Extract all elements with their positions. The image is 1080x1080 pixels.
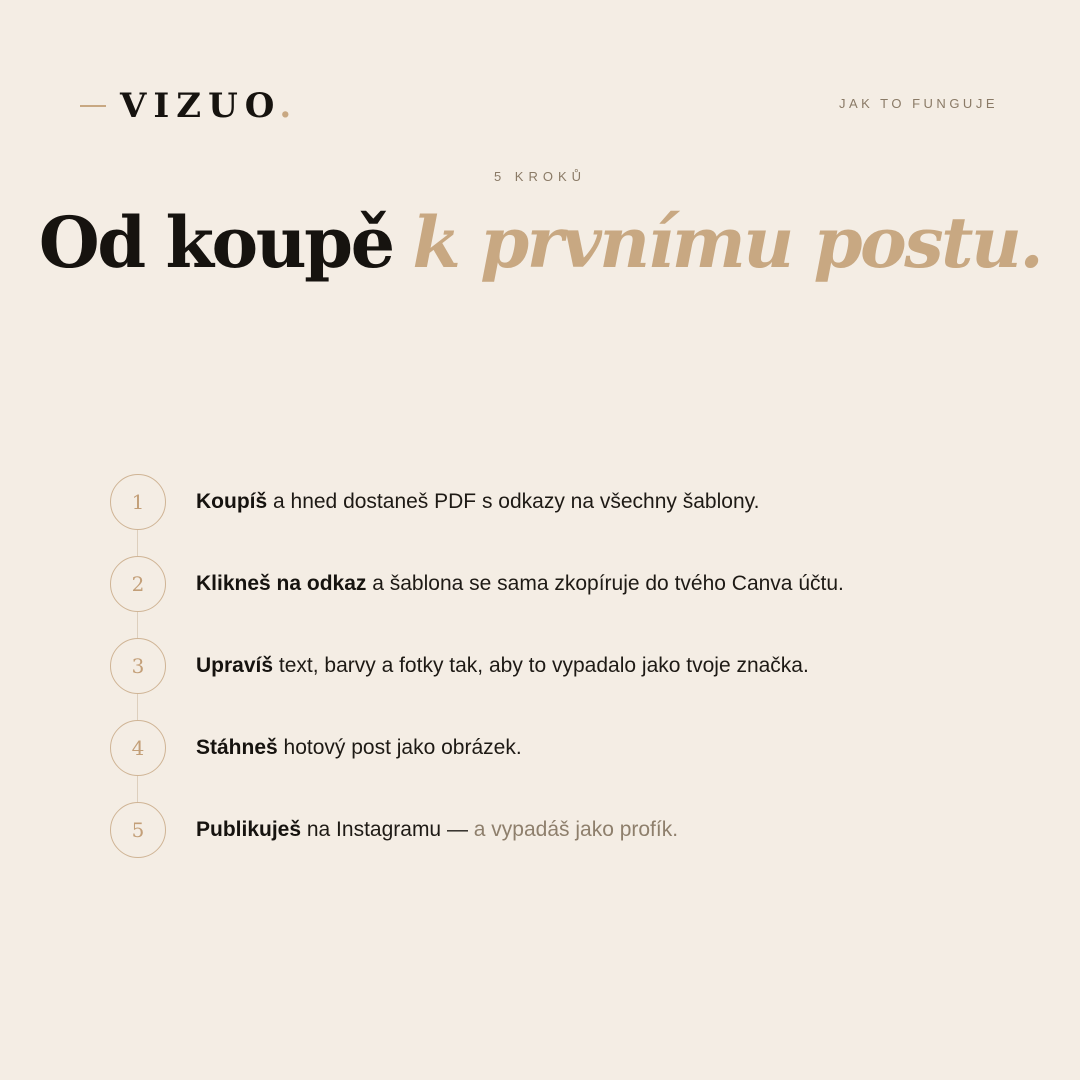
- brand-dot: .: [279, 86, 292, 126]
- step-number-badge: 2: [110, 556, 166, 612]
- brand-logo[interactable]: [80, 84, 291, 128]
- step-item-5: [110, 802, 678, 858]
- step-action: Koupíš: [196, 490, 268, 513]
- step-text: [196, 572, 844, 596]
- brand-dash-decoration: [80, 105, 106, 107]
- step-description: text, barvy a fotky tak, aby to vypadalo jako tvoje značka.: [273, 654, 809, 677]
- step-item-2: [110, 556, 844, 612]
- step-item-3: [110, 638, 809, 694]
- step-description: na Instagramu —: [301, 818, 474, 841]
- brand-name: VIZUO: [120, 86, 282, 126]
- step-action: Publikuješ: [196, 818, 302, 841]
- step-action: Upravíš: [196, 654, 274, 677]
- step-number-badge: 5: [110, 802, 166, 858]
- step-description: a šablona se sama zkopíruje do tvého Canva účtu.: [366, 572, 844, 595]
- step-action: Stáhneš: [196, 736, 278, 759]
- nav-link-how-it-works[interactable]: JAK TO FUNGUJE: [838, 96, 998, 111]
- step-action: Klikneš na odkaz: [196, 572, 367, 595]
- step-text: [196, 736, 522, 760]
- step-number-badge: 3: [110, 638, 166, 694]
- step-text: [196, 654, 809, 678]
- step-item-1: [110, 474, 759, 530]
- section-kicker: 5 KROKŮ: [493, 169, 587, 184]
- page-title-main: Od koupě: [38, 201, 393, 284]
- step-description: a hned dostaneš PDF s odkazy na všechny šablony.: [267, 490, 760, 513]
- step-description: hotový post jako obrázek.: [277, 736, 522, 759]
- step-number-badge: 1: [110, 474, 166, 530]
- page-title-accent: k prvnímu postu.: [412, 201, 1042, 284]
- step-text: [196, 490, 759, 514]
- page-title: [0, 200, 1080, 286]
- step-text: [196, 818, 678, 842]
- step-highlight: a vypadáš jako profík.: [473, 818, 679, 841]
- step-item-4: [110, 720, 522, 776]
- step-number-badge: 4: [110, 720, 166, 776]
